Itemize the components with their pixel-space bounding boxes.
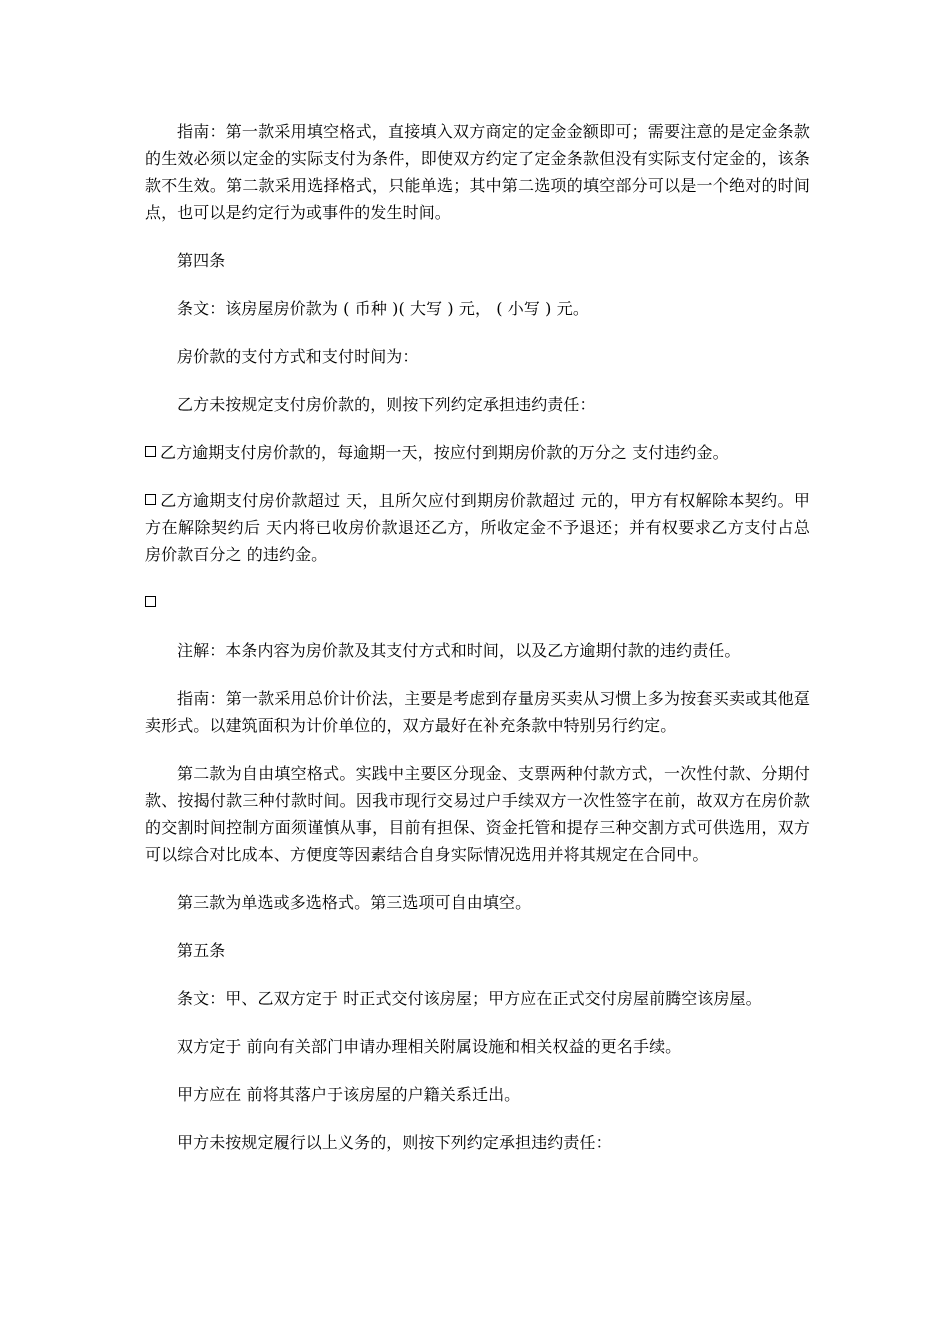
note-paragraph (145, 637, 810, 664)
paragraph-text: 条文：该房屋房价款为 ( 币种 )( 大写 ) 元， ( 小写 ) 元。 (177, 299, 589, 318)
paragraph-text: 双方定于 前向有关部门申请办理相关附属设施和相关权益的更名手续。 (177, 1037, 682, 1056)
paragraph-text: 指南：第一款采用总价计价法，主要是考虑到存量房买卖从习惯上多为按套买卖或其他趸卖形式。以建筑面积为计价单位的，双方最好在补充条款中特别另行约定。 (145, 689, 810, 735)
paragraph-text: 第三款为单选或多选格式。第三选项可自由填空。 (177, 893, 532, 912)
household-registration-paragraph (145, 1081, 810, 1108)
article-4-heading (145, 247, 810, 274)
option-termination (145, 487, 810, 568)
second-clause-paragraph (145, 760, 810, 868)
paragraph-text: 乙方未按规定支付房价款的，则按下列约定承担违约责任： (177, 395, 596, 414)
paragraph-text: 甲方未按规定履行以上义务的，则按下列约定承担违约责任： (177, 1133, 612, 1152)
paragraph-text: 第四条 (177, 251, 226, 270)
checkbox-icon[interactable] (145, 446, 156, 457)
article-4-clause-price (145, 295, 810, 322)
guide-paragraph-deposit (145, 118, 810, 226)
document-page (145, 118, 810, 1156)
option-blank (145, 589, 810, 616)
seller-liability-paragraph (145, 1129, 810, 1156)
buyer-liability-paragraph (145, 391, 810, 418)
rename-procedure-paragraph (145, 1033, 810, 1060)
guide-paragraph-pricing (145, 685, 810, 739)
option-text: 乙方逾期支付房价款的，每逾期一天，按应付到期房价款的万分之 支付违约金。 (160, 443, 729, 462)
paragraph-text: 第二款为自由填空格式。实践中主要区分现金、支票两种付款方式，一次性付款、分期付款、按揭付款三种付款时间。因我市现行交易过户手续双方一次性签字在前，故双方在房价款的交割时间控制方面须谨慎从事，目前有担保、资金托管和提存三种交割方式可供选用，双方可以综合对比成本、方便度等因素结合自身实际情况选用并将其规定在合同中。 (145, 764, 810, 864)
article-5-clause-delivery (145, 985, 810, 1012)
paragraph-text: 指南：第一款采用填空格式，直接填入双方商定的定金金额即可；需要注意的是定金条款的生效必须以定金的实际支付为条件，即使双方约定了定金条款但没有实际支付定金的，该条款不生效。第二款采用选择格式，只能单选；其中第二选项的填空部分可以是一个绝对的时间点，也可以是约定行为或事件的发生时间。 (145, 122, 810, 222)
article-5-heading (145, 937, 810, 964)
paragraph-text: 第五条 (177, 941, 226, 960)
third-clause-paragraph (145, 889, 810, 916)
paragraph-text: 条文：甲、乙双方定于 时正式交付该房屋；甲方应在正式交付房屋前腾空该房屋。 (177, 989, 762, 1008)
payment-method-paragraph (145, 343, 810, 370)
paragraph-text: 甲方应在 前将其落户于该房屋的户籍关系迁出。 (177, 1085, 521, 1104)
checkbox-icon[interactable] (145, 494, 156, 505)
option-text: 乙方逾期支付房价款超过 天，且所欠应付到期房价款超过 元的，甲方有权解除本契约。甲方在解除契约后 天内将已收房价款退还乙方，所收定金不予退还；并有权要求乙方支付占总房价款百分之 的违约金。 (145, 491, 810, 564)
paragraph-text: 注解：本条内容为房价款及其支付方式和时间，以及乙方逾期付款的违约责任。 (177, 641, 741, 660)
paragraph-text: 房价款的支付方式和支付时间为： (177, 347, 419, 366)
option-late-payment (145, 439, 810, 466)
checkbox-icon[interactable] (145, 596, 156, 607)
